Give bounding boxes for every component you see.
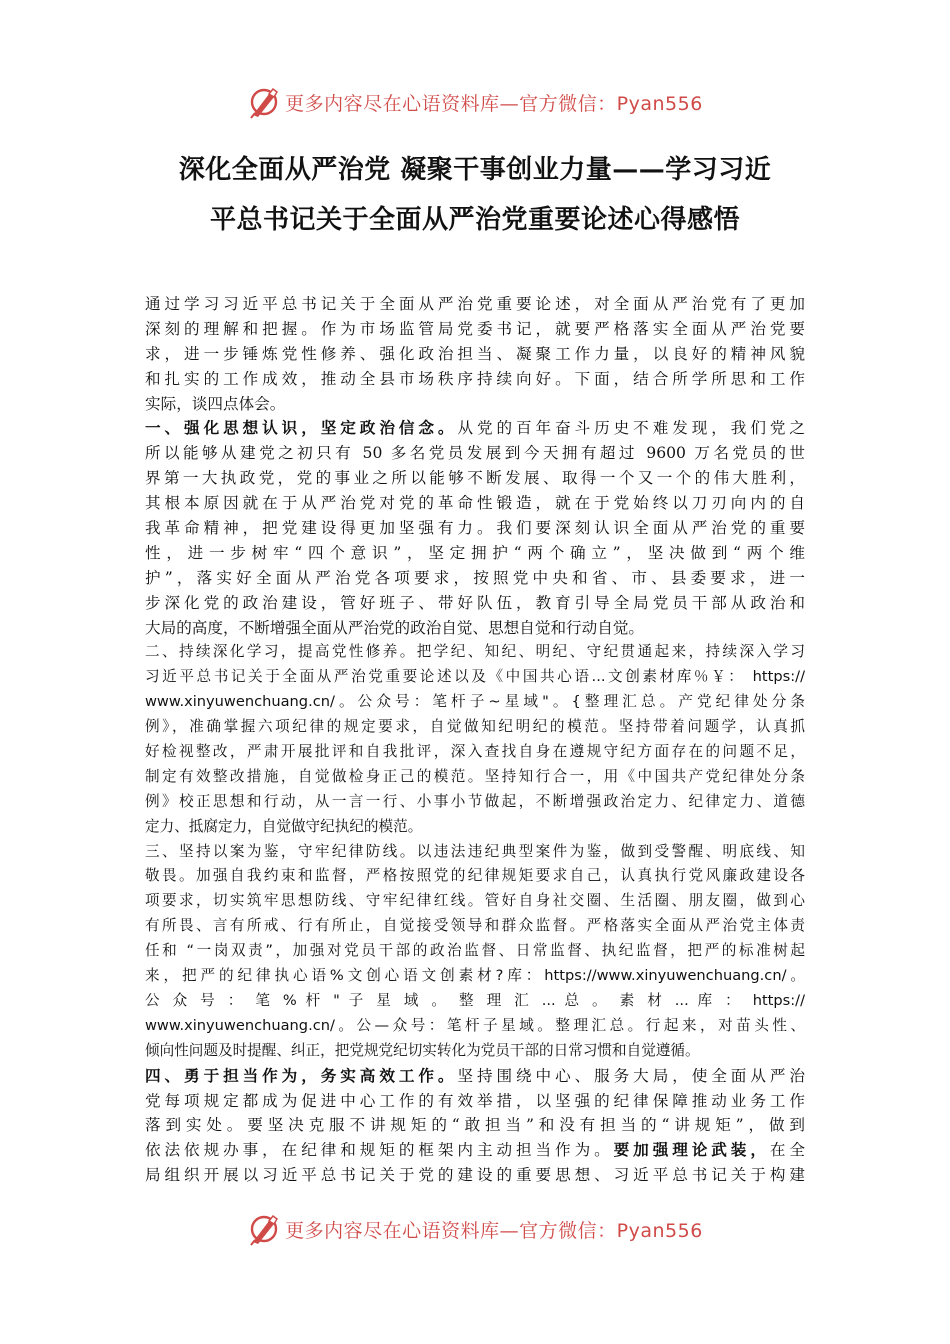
body-line: 大局的高度，不断增强全面从严治党的政治自觉、思想自觉和行动自觉。 bbox=[145, 618, 645, 637]
body-line: 深刻的理解和把握。作为市场监管局党委书记，就要严格落实全面从严治党要 bbox=[145, 319, 805, 338]
body-line: 三、坚持以案为鉴，守牢纪律防线。以违法违纪典型案件为鉴，做到受警醒、明底线、知 bbox=[145, 842, 805, 860]
body-line: 护”，落实好全面从严治党各项要求，按照党中央和省、市、县委要求，进一 bbox=[145, 568, 805, 587]
document-title-line-1: 深化全面从严治党 凝聚干事创业力量——学习习近 bbox=[178, 155, 772, 185]
body-line: 求，进一步锤炼党性修养、强化政治担当、凝聚工作力量，以良好的精神风貌 bbox=[145, 344, 805, 363]
body-line: 和扎实的工作成效，推动全县市场秩序持续向好。下面，结合所学所思和工作 bbox=[145, 369, 805, 388]
section-1-first-line: 一、强化思想认识，坚定政治信念。从党的百年奋斗历史不难发现，我们党之 bbox=[145, 418, 805, 438]
body-line: 项要求，切实筑牢思想防线、守牢纪律红线。管好自身社交圈、生活圈、朋友圈，做到心 bbox=[145, 892, 805, 910]
body-line: 党每项规定都成为促进中心工作的有效举措，以坚强的纪律保障推动业务工作 bbox=[145, 1091, 805, 1110]
document-title-line-2: 平总书记关于全面从严治党重要论述心得感悟 bbox=[209, 205, 740, 235]
body-line: 例》，准确掌握六项纪律的规定要求，自觉做知纪明纪的模范。坚持带着问题学，认真抓 bbox=[145, 718, 805, 736]
banner-wechat-id: Pyan556 bbox=[616, 1219, 703, 1242]
body-line: 任和 “一岗双责”，加强对党员干部的政治监督、日常监督、执纪监督，把严的标准树起 bbox=[145, 942, 805, 960]
banner-text: 更多内容尽在心语资料库—官方微信：Pyan556 bbox=[285, 1219, 703, 1242]
body-line: 敬畏。加强自我约束和监督，严格按照党的纪律规矩要求自己，认真执行党风廉政建设各 bbox=[145, 867, 805, 885]
pen-logo-icon bbox=[247, 85, 281, 119]
header-banner bbox=[0, 80, 950, 124]
section-1-heading: 一、强化思想认识，坚定政治信念。 bbox=[145, 418, 458, 438]
body-line: 性，进一步树牢“四个意识”，坚定拥护“两个确立”，坚决做到“两个维 bbox=[145, 543, 805, 562]
body-line: 实际，谈四点体会。 bbox=[145, 394, 286, 413]
body-line: 我革命精神，把党建设得更加坚强有力。我们要深刻认识全面从严治党的重要 bbox=[145, 519, 805, 538]
pen-logo-icon bbox=[247, 1212, 281, 1246]
body-line: 依法依规办事，在纪律和规矩的框架内主动担当作为。要加强理论武装，在全 bbox=[145, 1140, 805, 1160]
section-4-first-line: 四、勇于担当作为，务实高效工作。坚持围绕中心、服务大局，使全面从严治 bbox=[145, 1065, 805, 1085]
body-line: 例》校正思想和行动，从一言一行、小事小节做起，不断增强政治定力、纪律定力、道德 bbox=[145, 792, 805, 810]
body-line: 二、持续深化学习，提高党性修养。把学纪、知纪、明纪、守纪贯通起来，持续深入学习 bbox=[145, 643, 805, 661]
body-line: 所以能够从建党之初只有 50 多名党员发展到今天拥有超过 9600 万名党员的世 bbox=[145, 444, 805, 463]
banner-text: 更多内容尽在心语资料库—官方微信：Pyan556 bbox=[285, 92, 703, 115]
section-4-heading: 四、勇于担当作为，务实高效工作。 bbox=[145, 1065, 458, 1085]
body-line: 定力、抵腐定力，自觉做守纪执纪的模范。 bbox=[145, 817, 423, 835]
footer-banner bbox=[0, 1207, 950, 1251]
body-line: www.xinyuwenchuang.cn/。公—众号：笔杆子星域。整理汇总。行起来，对苗头性、 bbox=[145, 1016, 805, 1034]
emphasis-text: 要加强理论武装， bbox=[613, 1140, 770, 1160]
body-line: 制定有效整改措施，自觉做检身正己的模范。坚持知行合一，用《中国共产党纪律处分条 bbox=[145, 767, 805, 785]
body-line: 局组织开展以习近平总书记关于党的建设的重要思想、习近平总书记关于构建 bbox=[145, 1166, 805, 1185]
body-line: 倾向性问题及时提醒、纠正，把党规党纪切实转化为党员干部的日常习惯和自觉遵循。 bbox=[145, 1041, 700, 1059]
body-line: 步深化党的政治建设，管好班子、带好队伍，教育引导全局党员干部从政治和 bbox=[145, 593, 805, 612]
body-line: 来，把严的纪律执心语%文创心语文创素材?库：https://www.xinyuwenchuang.cn/。 bbox=[145, 967, 805, 985]
body-line: www.xinyuwenchuang.cn/。公众号：笔杆子~星域"。{整理汇总。产党纪律处分条 bbox=[145, 693, 805, 711]
body-line: 习近平总书记关于全面从严治党重要论述以及《中国共心语...文创素材库％￥： https:// bbox=[145, 668, 805, 686]
body-line: 好检视整改，严肃开展批评和自我批评，深入查找自身在遵规守纪方面存在的问题不足， bbox=[145, 743, 805, 761]
body-line: 公 众 号 ： 笔 % 杆 " 子 星 域 。 整 理 汇 ... 总 。 素 材 ... 库 ： https:// bbox=[145, 991, 805, 1009]
body-line: 其根本原因就在于从严治党对党的革命性锻造，就在于党始终以刀刃向内的自 bbox=[145, 494, 805, 513]
body-line: 界第一大执政党，党的事业之所以能够不断发展、取得一个又一个的伟大胜利， bbox=[145, 469, 805, 488]
body-line: 通过学习习近平总书记关于全面从严治党重要论述，对全面从严治党有了更加 bbox=[145, 295, 805, 313]
document-body bbox=[145, 292, 805, 1188]
banner-wechat-id: Pyan556 bbox=[616, 92, 703, 115]
body-line: 落到实处。要坚决克服不讲规矩的“敢担当”和没有担当的“讲规矩”，做到 bbox=[145, 1116, 805, 1135]
body-line: 有所畏、言有所戒、行有所止，自觉接受领导和群众监督。严格落实全面从严治党主体责 bbox=[145, 917, 805, 935]
